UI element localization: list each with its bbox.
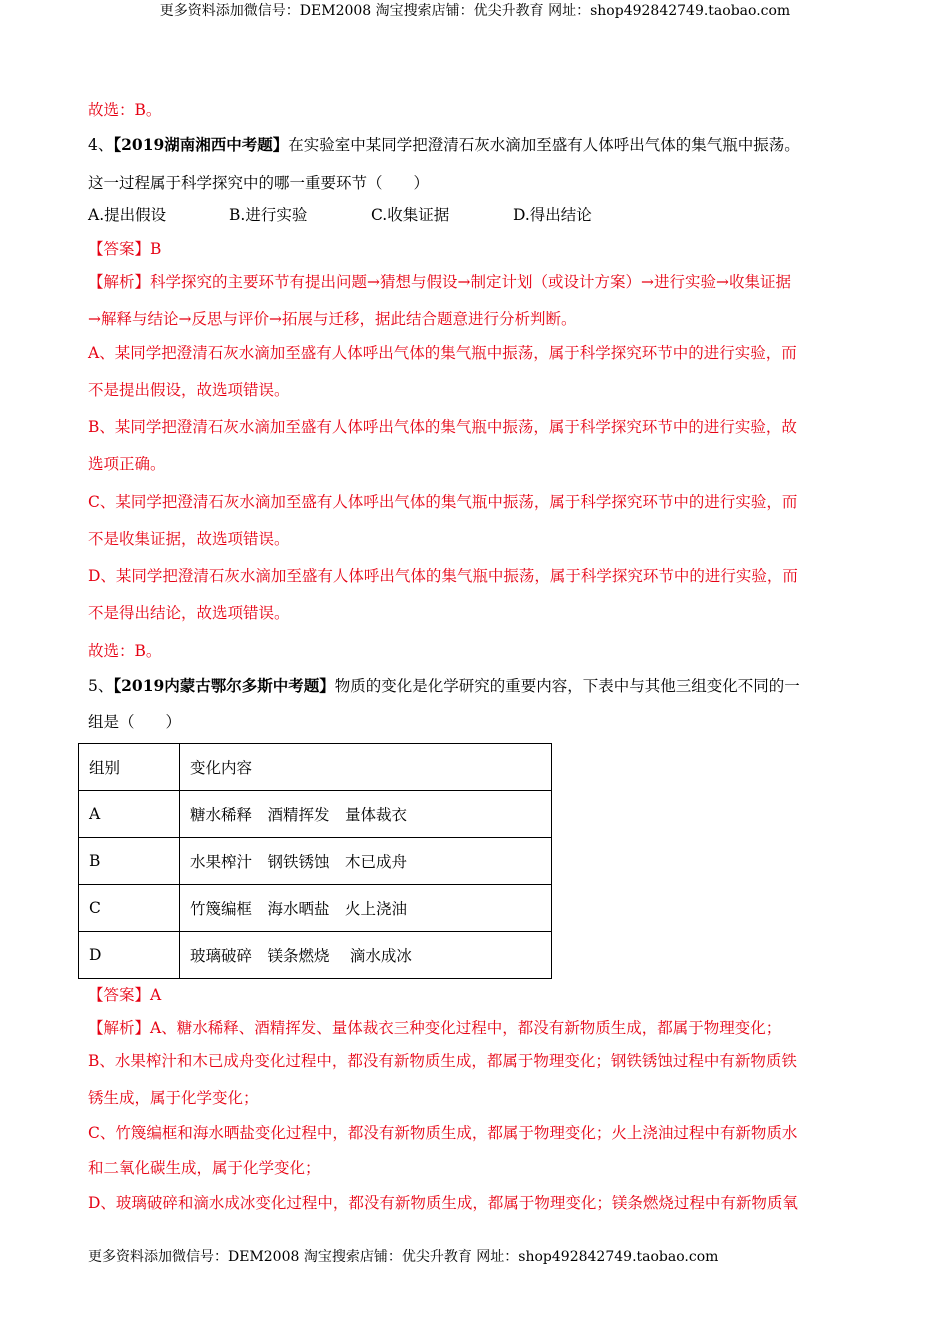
q5-source: 【2019内蒙古鄂尔多斯中考题】 — [113, 676, 335, 695]
table-header-row — [79, 744, 552, 791]
table-cell-content: 糖水稀释 酒精挥发 量体裁衣 — [180, 791, 552, 838]
page-header: 更多资料添加微信号：DEM2008 淘宝搜索店铺：优尖升教育 网址：shop492842749.taobao.com — [159, 3, 791, 19]
q5-analysis-line1: 【解析】A、糖水稀释、酒精挥发、量体裁衣三种变化过程中，都没有新物质生成，都属于物理变化； — [88, 1019, 782, 1037]
q4-b-line1: B、某同学把澄清石灰水滴加至盛有人体呼出气体的集气瓶中振荡，属于科学探究环节中的进行实验，故 — [88, 418, 797, 436]
q5-d-line1: D、玻璃破碎和滴水成冰变化过程中，都没有新物质生成，都属于物理变化；镁条燃烧过程中有新物质氧 — [88, 1194, 798, 1212]
table-cell-group: A — [79, 791, 180, 838]
q4-stem-line1 — [88, 134, 800, 156]
table-cell-content: 水果榨汁 钢铁锈蚀 木已成舟 — [180, 838, 552, 885]
q4-b-line2: 选项正确。 — [88, 455, 166, 473]
q4-stem-text: 在实验室中某同学把澄清石灰水滴加至盛有人体呼出气体的集气瓶中振荡。 — [288, 136, 800, 154]
q5-b-line1: B、水果榨汁和木已成舟变化过程中，都没有新物质生成，都属于物理变化；钢铁锈蚀过程中有新物质铁 — [88, 1052, 797, 1070]
q5-stem-line2: 组是（ ） — [88, 713, 182, 731]
q5-number: 5、 — [88, 677, 114, 695]
q4-stem-line2: 这一过程属于科学探究中的哪一重要环节（ ） — [88, 174, 430, 192]
q4-option-a: A.提出假设 — [88, 206, 167, 224]
q5-stem-line1 — [88, 675, 800, 697]
q5-c-line2: 和二氧化碳生成，属于化学变化； — [88, 1159, 321, 1177]
q5-table — [78, 743, 552, 979]
q4-conclusion: 故选：B。 — [88, 642, 162, 660]
table-cell-content: 玻璃破碎 镁条燃烧 滴水成冰 — [180, 932, 552, 979]
page-footer: 更多资料添加微信号：DEM2008 淘宝搜索店铺：优尖升教育 网址：shop492842749.taobao.com — [88, 1249, 719, 1265]
table-row — [79, 791, 552, 838]
q4-a-line1: A、某同学把澄清石灰水滴加至盛有人体呼出气体的集气瓶中振荡，属于科学探究环节中的进行实验，而 — [88, 344, 797, 362]
q4-analysis-line2: →解释与结论→反思与评价→拓展与迁移，据此结合题意进行分析判断。 — [88, 310, 577, 328]
q4-number: 4、 — [88, 136, 114, 154]
q4-option-d: D.得出结论 — [513, 206, 592, 224]
q4-answer: 【答案】B — [88, 240, 162, 258]
table-row — [79, 838, 552, 885]
q4-c-line2: 不是收集证据，故选项错误。 — [88, 530, 290, 548]
q3-conclusion: 故选：B。 — [88, 101, 162, 119]
table-header-cell: 组别 — [79, 744, 180, 791]
q4-a-line2: 不是提出假设，故选项错误。 — [88, 381, 290, 399]
q4-source: 【2019湖南湘西中考题】 — [113, 135, 289, 154]
q5-b-line2: 锈生成，属于化学变化； — [88, 1089, 259, 1107]
table-row — [79, 885, 552, 932]
q4-c-line1: C、某同学把澄清石灰水滴加至盛有人体呼出气体的集气瓶中振荡，属于科学探究环节中的进行实验，而 — [88, 493, 798, 511]
q4-option-b: B.进行实验 — [229, 206, 308, 224]
q5-c-line1: C、竹篾编框和海水晒盐变化过程中，都没有新物质生成，都属于物理变化；火上浇油过程中有新物质水 — [88, 1124, 798, 1142]
table-cell-group: C — [79, 885, 180, 932]
q4-d-line1: D、某同学把澄清石灰水滴加至盛有人体呼出气体的集气瓶中振荡，属于科学探究环节中的进行实验，而 — [88, 567, 798, 585]
q4-option-c: C.收集证据 — [371, 206, 450, 224]
q4-analysis-line1: 【解析】科学探究的主要环节有提出问题→猜想与假设→制定计划（或设计方案）→进行实验→收集证据 — [88, 273, 791, 291]
q5-stem-text: 物质的变化是化学研究的重要内容，下表中与其他三组变化不同的一 — [334, 677, 800, 695]
table-cell-group: B — [79, 838, 180, 885]
table-cell-content: 竹篾编框 海水晒盐 火上浇油 — [180, 885, 552, 932]
table-header-cell: 变化内容 — [180, 744, 552, 791]
q4-d-line2: 不是得出结论，故选项错误。 — [88, 604, 290, 622]
q5-answer: 【答案】A — [88, 986, 162, 1004]
table-cell-group: D — [79, 932, 180, 979]
table-row — [79, 932, 552, 979]
